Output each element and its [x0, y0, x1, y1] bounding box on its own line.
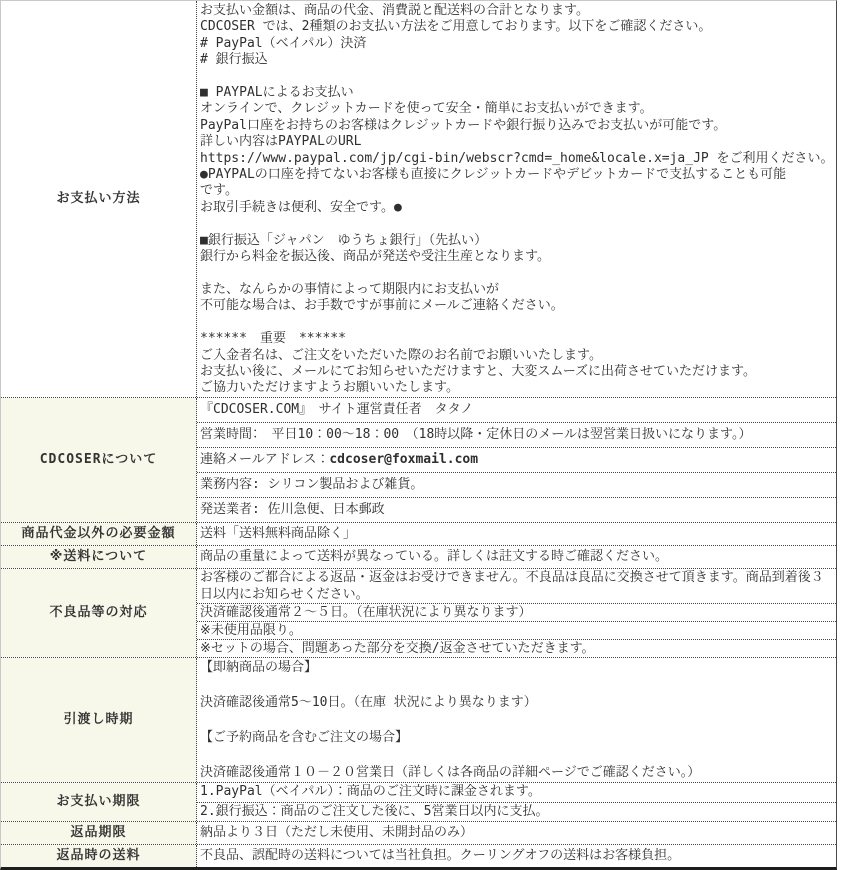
text-line: お支払い後に、メールにてお知らせいただけますと、大変スムーズに出荷させていただけます。: [200, 363, 757, 379]
return-policy-text: お客様のご都合による返品・返金はお受けできません。不良品は良品に交換させて頂きます。商品到着後３日以内にお知らせください。: [197, 569, 836, 604]
text-line: [200, 266, 834, 282]
row-header-payment-method: お支払い方法: [1, 1, 197, 397]
paypal-deadline-text: 1.PayPal（ベイパル）：商品のご注文時に課金されます。: [197, 783, 836, 803]
row-header-defective-items: 不良品等の対応: [1, 569, 197, 657]
payment-method-text: [197, 1, 836, 397]
row-payment-method: [1, 1, 836, 398]
text-line: オンラインで、クレジットカードを使って安全・簡単にお支払いができます。: [200, 101, 653, 117]
payment-deadline-cell: [197, 783, 836, 821]
text-line: お支払い金額は、商品の代金、消費説と配送料の合計となります。: [200, 3, 589, 18]
row-extra-fees: [1, 523, 836, 546]
site-operator-text: 『CDCOSER.COM』 サイト運営責任者 タタノ: [197, 398, 836, 423]
text-line: [200, 69, 834, 85]
text-line: 決済確認後通常5～10日。（在庫 状況により異なります）: [200, 694, 537, 710]
text-line: 不可能な場合は、お手数ですが事前にメールご連絡ください。: [200, 298, 564, 314]
contact-email: cdcoser@foxmail.com: [329, 451, 479, 467]
text-line: [200, 746, 833, 764]
row-return-shipping: [1, 845, 836, 867]
return-shipping-text: 不良品、誤配時の送料については当社負担。クーリングオフの送料はお客様負担。: [200, 848, 681, 864]
row-header-about-cdcoser: CDCOSERについて: [1, 398, 197, 522]
shipping-note-text: 商品の重量によって送料が異なっている。詳しくは註文する時ご確認ください。: [200, 548, 669, 564]
row-delivery-time: [1, 658, 836, 784]
text-line: 決済確認後通常１０－２０営業日（詳しくは各商品の詳細ページでご確認ください。）: [200, 764, 701, 780]
return-deadline-text: 納品より３日（ただし未使用、未開封品のみ）: [200, 825, 474, 841]
text-line: お取引手続きは便利、安全です。●: [200, 199, 402, 215]
extra-fees-text: 送料「送料無料商品除く」: [200, 525, 357, 541]
text-line: 詳しい内容はPAYPALのURL: [200, 134, 362, 150]
text-line: ****** 重要 ******: [200, 331, 346, 347]
text-line: # 銀行振込: [200, 52, 268, 68]
row-return-deadline: [1, 822, 836, 845]
row-header-delivery-time: 引渡し時期: [1, 658, 197, 783]
delivery-time-text: [197, 658, 836, 783]
row-shipping-note: [1, 546, 836, 569]
row-header-return-shipping: 返品時の送料: [1, 845, 197, 867]
contact-email-label: 連絡メールアドレス：: [200, 451, 330, 467]
exchange-time-text: 決済確認後通常２～５日。（在庫状況により異なります）: [197, 604, 836, 622]
text-line: [200, 315, 834, 331]
text-line: 【即納商品の場合】: [200, 659, 318, 675]
shipping-carriers-text: 発送業者: 佐川急便、日本郵政: [200, 501, 385, 517]
text-line: ご協力いただけますようお願いいたします。: [200, 380, 459, 396]
text-line: です。: [200, 183, 238, 199]
business-hours-text: 営業時間： 平日10：00～18：00 （18時以降・定休日のメールは翌営業日扱いになります。）: [197, 423, 836, 448]
row-header-return-deadline: 返品期限: [1, 822, 197, 844]
defective-items-cell: [197, 569, 836, 657]
text-line: [200, 676, 833, 694]
text-line: ■ PAYPALによるお支払い: [200, 85, 354, 101]
row-about-cdcoser: [1, 398, 836, 523]
text-line: 銀行から料金を振込後、商品が発送や受注生産となります。: [200, 249, 550, 265]
text-line: また、なんらかの事情によって期限内にお支払いが: [200, 281, 500, 297]
row-header-extra-fees: 商品代金以外の必要金額: [1, 523, 197, 545]
text-line: https://www.paypal.com/jp/cgi-bin/webscr?cmd=_home&locale.x=ja_JP をご利用ください。: [200, 150, 834, 166]
text-line: ●PAYPALの口座を持てないお客様も直接にクレジットカードやデビットカードで支払することも可能: [200, 167, 787, 183]
text-line: [200, 216, 834, 232]
row-header-payment-deadline: お支払い期限: [1, 783, 197, 821]
unused-only-text: ※未使用品限り。: [197, 622, 836, 640]
set-exchange-text: ※セットの場合、問題あった部分を交換/返金させていただきます。: [200, 640, 595, 656]
row-defective-items: [1, 569, 836, 658]
text-line: PayPal口座をお持ちのお客様はクレジットカードや銀行振り込みでお支払いが可能です。: [200, 117, 727, 133]
text-line: [200, 711, 833, 729]
contact-email-row: [197, 448, 836, 473]
text-line: ご入金者名は、ご注文をいただいた際のお名前でお願いいたします。: [200, 347, 602, 363]
bank-deadline-text: 2.銀行振込：商品のご注文した後に、5営業日以内に支払。: [200, 803, 549, 819]
text-line: ■銀行振込「ジャパン ゆうちょ銀行」（先払い）: [200, 232, 488, 248]
business-content-text: 業務内容: シリコン製品および雑貨。: [197, 473, 836, 498]
row-payment-deadline: [1, 783, 836, 822]
text-line: CDCOSER では、2種類のお支払い方法をご用意しております。以下をご確認ください。: [200, 19, 712, 35]
text-line: # PayPal（ベイパル）決済: [200, 35, 367, 51]
about-cdcoser-cell: [197, 398, 836, 522]
text-line: 【ご予約商品を含むご注文の場合】: [200, 729, 409, 745]
row-header-shipping-note: ※送料について: [1, 546, 197, 568]
